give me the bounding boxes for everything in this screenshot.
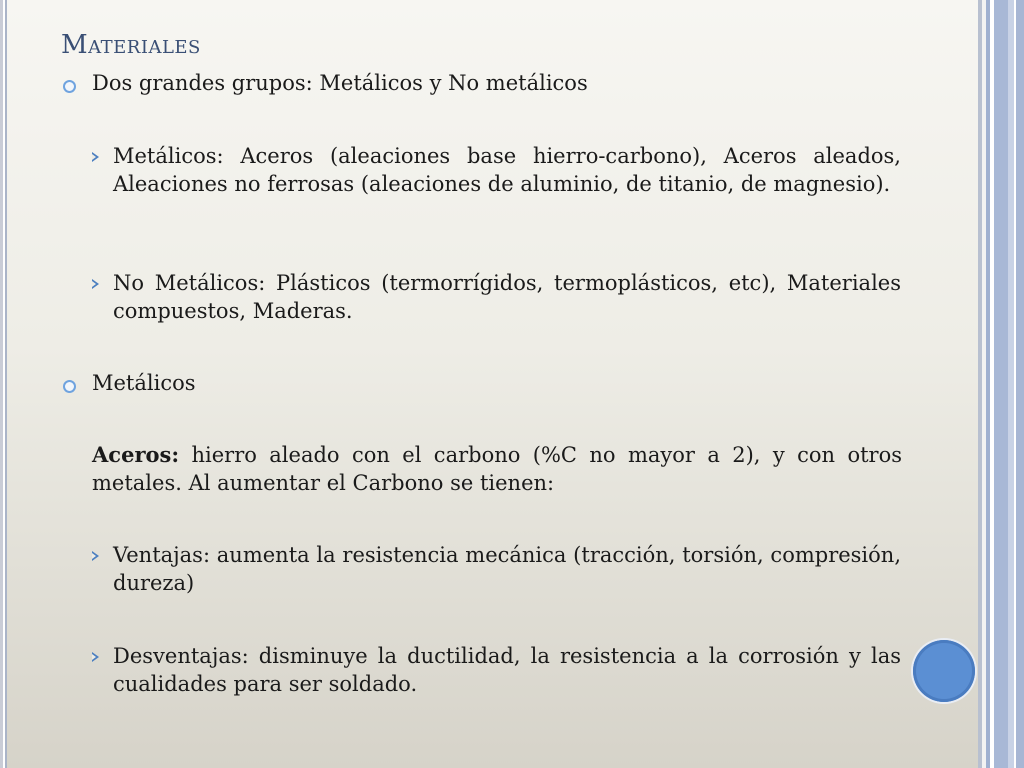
sub-bullet-no-metalicos: No Metálicos: Plásticos (termorrígidos, termoplásticos, etc), Materiales compuestos, Maderas. bbox=[113, 271, 901, 323]
sub-bullet-metalicos: Metálicos: Aceros (aleaciones base hierro-carbono), Aceros aleados, Aleaciones no ferrosas (aleaciones de aluminio, de titanio, de magnesio). bbox=[113, 144, 901, 196]
sub-bullet-desventajas: Desventajas: disminuye la ductilidad, la resistencia a la corrosión y las cualidades para ser soldado. bbox=[113, 644, 901, 696]
arrow-bullet-icon bbox=[92, 652, 99, 662]
aceros-term: Aceros: bbox=[92, 442, 180, 467]
bullet-metalicos: Metálicos bbox=[92, 371, 196, 395]
aceros-definition: hierro aleado con el carbono (%C no mayor a 2), y con otros metales. Al aumentar el Carbono se tienen: bbox=[92, 443, 902, 495]
bullet-groups: Dos grandes grupos: Metálicos y No metálicos bbox=[92, 71, 588, 95]
arrow-bullet-icon bbox=[92, 279, 99, 289]
bullet-dot-icon bbox=[63, 380, 76, 393]
sub-bullet-ventajas: Ventajas: aumenta la resistencia mecánica (tracción, torsión, compresión, dureza) bbox=[113, 543, 901, 595]
slide-title: Materiales bbox=[61, 30, 201, 60]
bullet-dot-icon bbox=[63, 80, 76, 93]
aceros-paragraph bbox=[92, 441, 902, 497]
arrow-bullet-icon bbox=[92, 551, 99, 561]
arrow-bullet-icon bbox=[92, 152, 99, 162]
